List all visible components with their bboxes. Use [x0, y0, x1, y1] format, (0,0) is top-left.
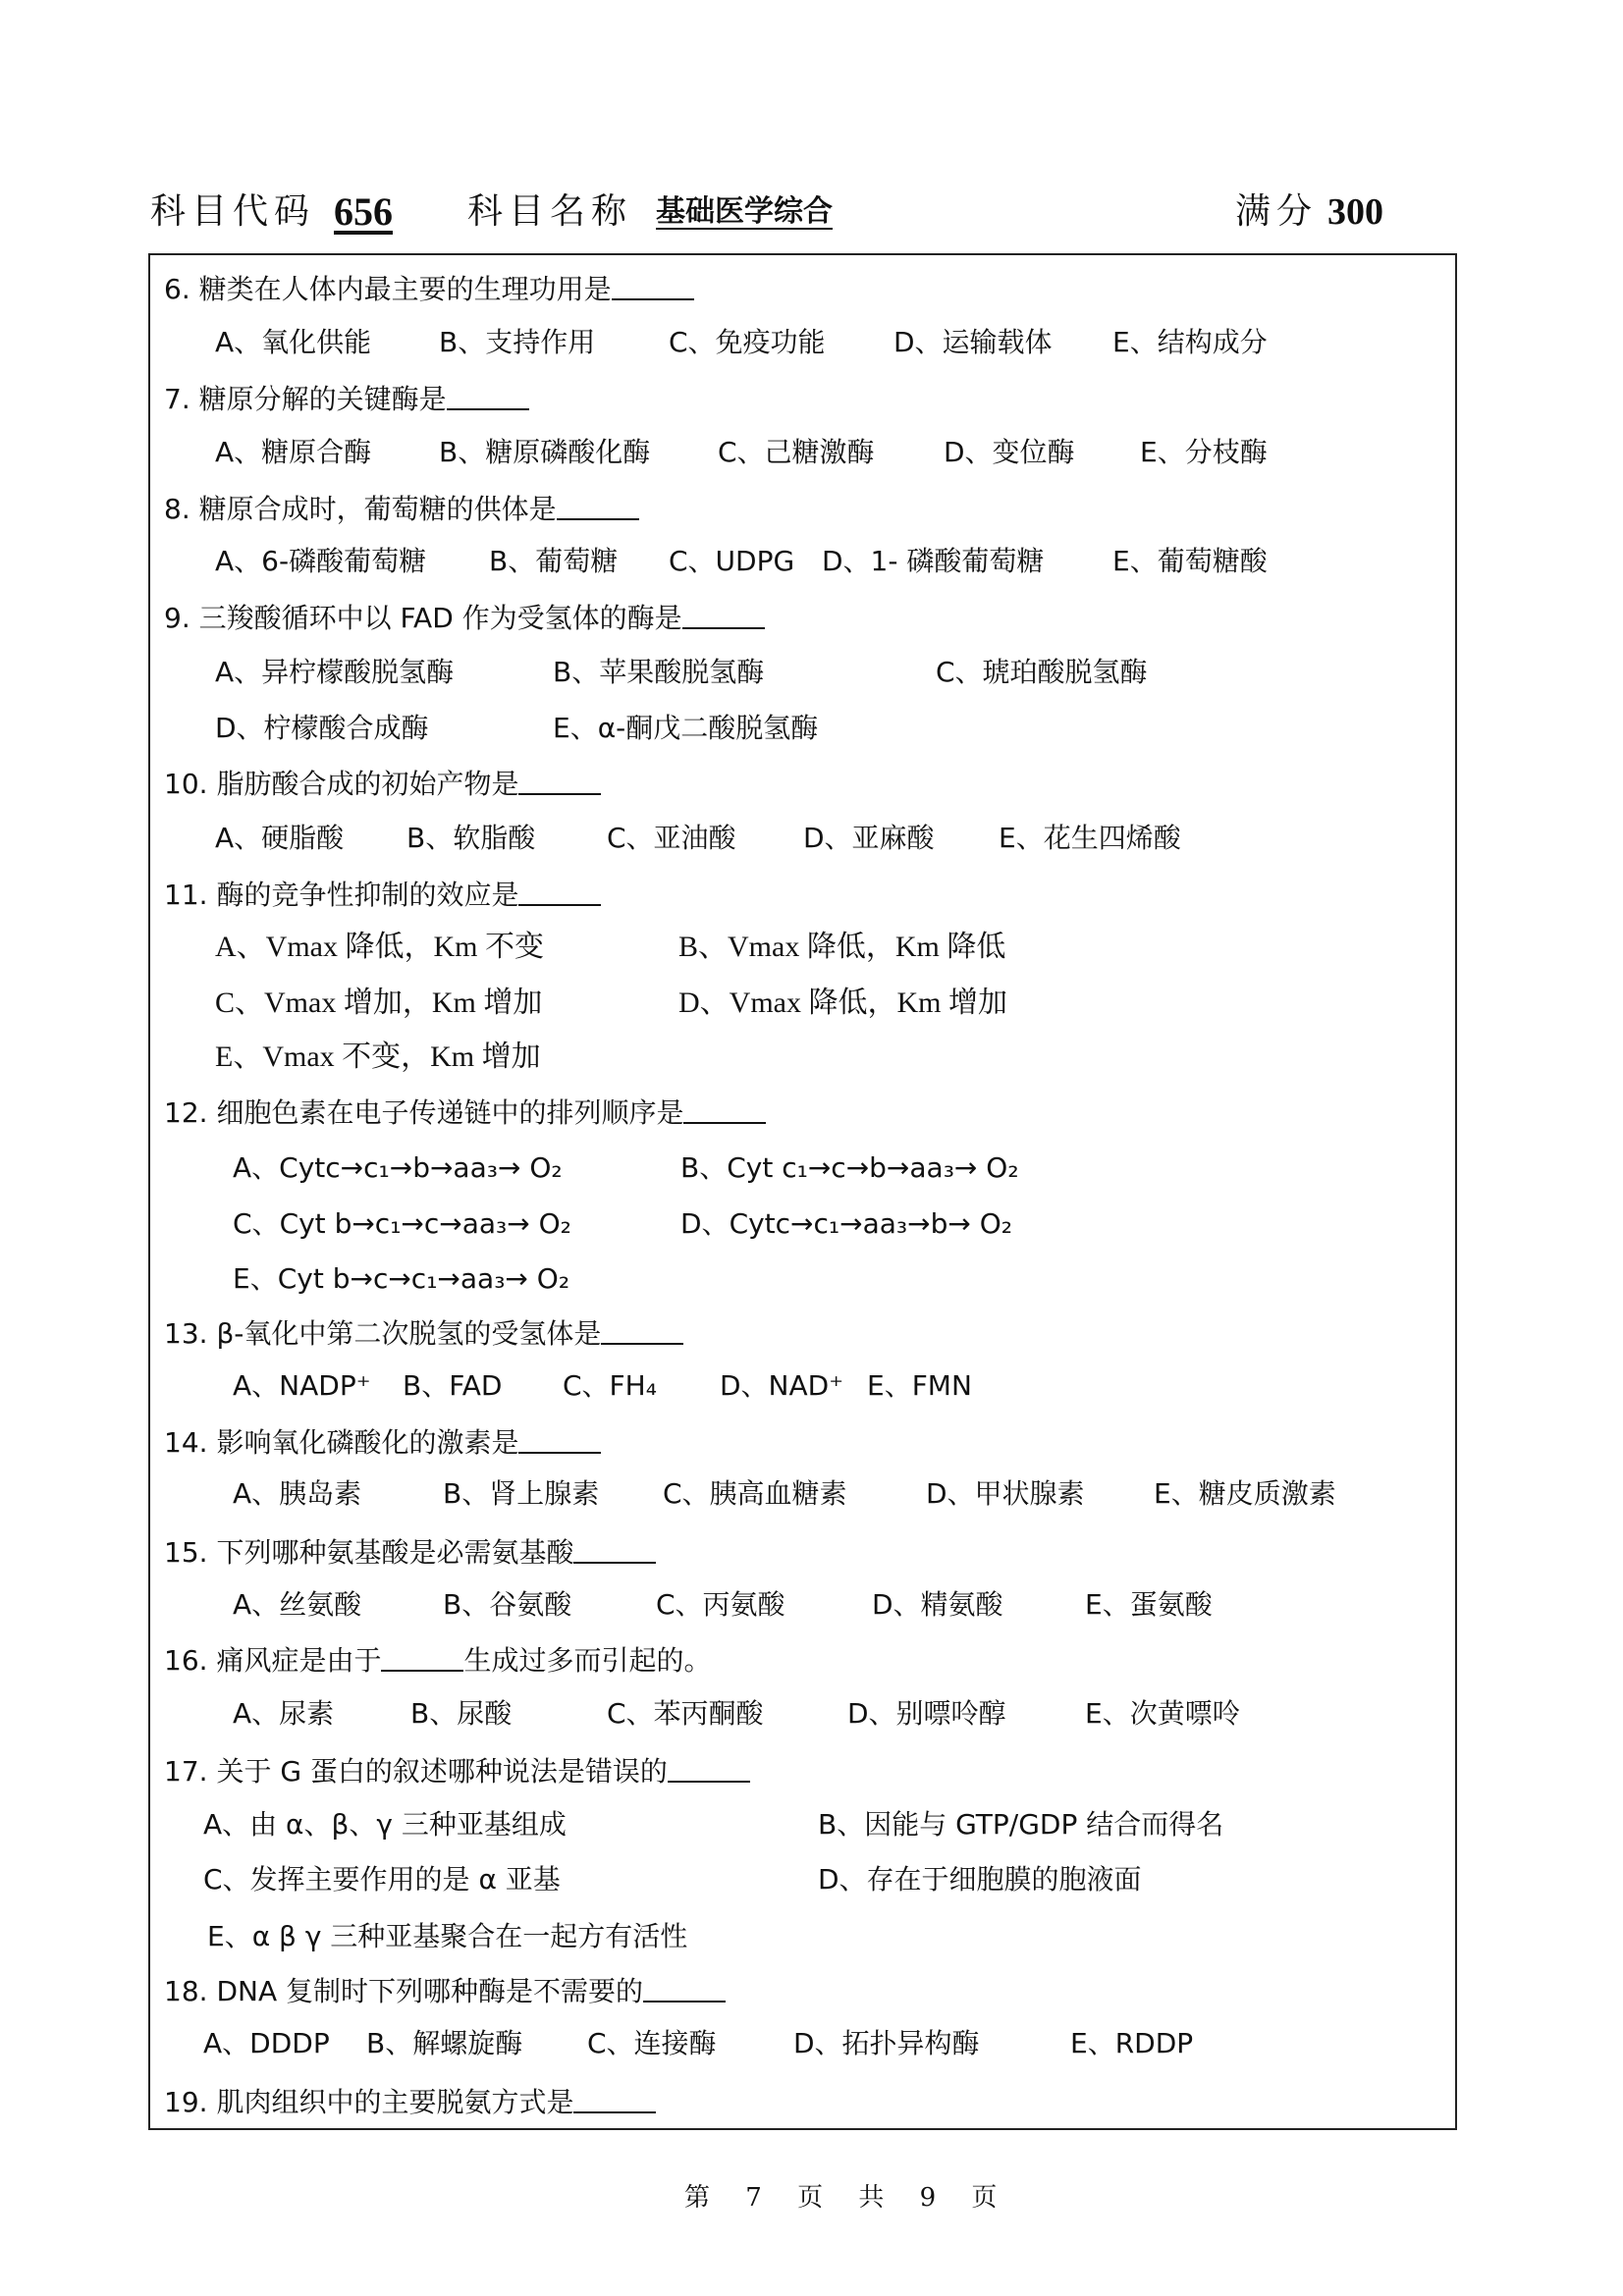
- subject-code-label: 科目代码: [150, 191, 316, 232]
- answer-blank: [668, 1751, 750, 1783]
- option-c: C、免疫功能: [669, 326, 826, 358]
- option-a: A、异柠檬酸脱氢酶: [215, 656, 455, 688]
- question-stem: 关于 G 蛋白的叙述哪种说法是错误的: [216, 1755, 668, 1788]
- full-score-label: 满分: [1235, 191, 1319, 232]
- option-c: C、亚油酸: [607, 822, 736, 854]
- option-b: B、支持作用: [439, 326, 596, 358]
- option-d: D、亚麻酸: [803, 822, 935, 854]
- question-16: [150, 1639, 711, 1682]
- question-17-options-row3: [150, 1915, 1455, 1958]
- option-c: C、连接酶: [587, 2027, 717, 2059]
- option-e: E、RDDP: [1070, 2027, 1194, 2059]
- option-e: E、葡萄糖酸: [1112, 545, 1268, 577]
- option-a: A、Cytc→c₁→b→aa₃→ O₂: [233, 1151, 563, 1184]
- option-e: E、糖皮质激素: [1154, 1477, 1336, 1510]
- option-a: A、Vmax 降低，Km 不变: [215, 931, 544, 963]
- option-c: C、苯丙酮酸: [607, 1697, 764, 1730]
- question-stem: β-氧化中第二次脱氢的受氢体是: [216, 1317, 602, 1350]
- question-8: [150, 488, 639, 531]
- question-12-options-row1: [150, 1147, 1455, 1190]
- option-a: A、硬脂酸: [215, 822, 345, 854]
- question-stem-suffix: 生成过多而引起的。: [463, 1644, 712, 1677]
- answer-blank: [573, 1532, 656, 1564]
- option-b: B、软脂酸: [406, 822, 536, 854]
- question-8-options: [150, 540, 1455, 583]
- question-number: 15.: [164, 1536, 208, 1569]
- exam-header: [0, 185, 1623, 243]
- question-6: [150, 268, 694, 311]
- option-a: A、糖原合酶: [215, 436, 372, 468]
- question-19: [150, 2081, 656, 2124]
- question-14-options: [150, 1472, 1455, 1516]
- question-number: 13.: [164, 1317, 208, 1350]
- option-e: E、FMN: [867, 1369, 972, 1402]
- question-stem: 三羧酸循环中以 FAD 作为受氢体的酶是: [198, 602, 682, 634]
- question-9: [150, 597, 765, 640]
- question-number: 7.: [164, 383, 190, 415]
- answer-blank: [612, 269, 694, 300]
- option-d: D、拓扑异构酶: [793, 2027, 980, 2059]
- question-17: [150, 1750, 750, 1793]
- answer-blank: [682, 598, 765, 629]
- option-d: D、运输载体: [893, 326, 1053, 358]
- question-number: 16.: [164, 1644, 208, 1677]
- option-d: D、柠檬酸合成酶: [215, 712, 429, 744]
- question-number: 14.: [164, 1426, 208, 1459]
- question-stem: 糖类在人体内最主要的生理功用是: [198, 273, 612, 305]
- answer-blank: [601, 1313, 683, 1345]
- option-c: C、丙氨酸: [656, 1588, 785, 1621]
- question-number: 17.: [164, 1755, 208, 1788]
- page-number: 第 7 页 共 9 页: [684, 2183, 1011, 2213]
- option-c: C、FH₄: [563, 1369, 657, 1402]
- question-11-options-row2: [150, 982, 1455, 1025]
- option-c: C、Cyt b→c₁→c→aa₃→ O₂: [233, 1207, 571, 1240]
- option-d: D、精氨酸: [872, 1588, 1003, 1621]
- option-b: B、谷氨酸: [443, 1588, 572, 1621]
- question-number: 9.: [164, 602, 190, 634]
- option-a: A、胰岛素: [233, 1477, 362, 1510]
- option-c: C、己糖激酶: [718, 436, 875, 468]
- answer-blank: [518, 1422, 601, 1454]
- question-stem: 酶的竞争性抑制的效应是: [216, 879, 519, 911]
- option-d: D、甲状腺素: [926, 1477, 1085, 1510]
- subject-code-value: 656: [334, 189, 393, 234]
- question-13: [150, 1312, 683, 1356]
- option-b: B、苹果酸脱氢酶: [553, 656, 765, 688]
- full-score-value: 300: [1327, 191, 1383, 233]
- option-b: B、Cyt c₁→c→b→aa₃→ O₂: [680, 1151, 1019, 1184]
- option-d: D、1- 磷酸葡萄糖: [822, 545, 1045, 577]
- answer-blank: [557, 489, 639, 520]
- option-a: A、6-磷酸葡萄糖: [215, 545, 427, 577]
- question-7-options: [150, 431, 1455, 474]
- option-a: A、尿素: [233, 1697, 335, 1730]
- option-c: C、琥珀酸脱氢酶: [936, 656, 1148, 688]
- question-18-options: [150, 2022, 1455, 2065]
- option-b: B、Vmax 降低，Km 降低: [678, 931, 1006, 963]
- question-stem: 糖原合成时，葡萄糖的供体是: [198, 493, 557, 525]
- option-c: C、胰高血糖素: [663, 1477, 847, 1510]
- question-9-options-row2: [150, 707, 1455, 750]
- question-stem: 下列哪种氨基酸是必需氨基酸: [216, 1536, 574, 1569]
- question-7: [150, 378, 529, 421]
- question-15-options: [150, 1583, 1455, 1627]
- question-stem: 细胞色素在电子传递链中的排列顺序是: [216, 1096, 684, 1129]
- answer-blank: [518, 875, 601, 906]
- option-e: E、分枝酶: [1140, 436, 1268, 468]
- question-stem: 肌肉组织中的主要脱氨方式是: [216, 2086, 574, 2118]
- option-a: A、DDDP: [203, 2027, 330, 2059]
- option-e: E、Cyt b→c→c₁→aa₃→ O₂: [233, 1262, 570, 1295]
- question-stem: DNA 复制时下列哪种酶是不需要的: [216, 1975, 643, 2007]
- answer-blank: [573, 2082, 656, 2113]
- option-a: A、NADP⁺: [233, 1369, 371, 1402]
- subject-name-value: 基础医学综合: [656, 194, 833, 229]
- question-number: 8.: [164, 493, 190, 525]
- option-c: C、Vmax 增加，Km 增加: [215, 987, 543, 1019]
- answer-blank: [683, 1093, 766, 1124]
- question-number: 18.: [164, 1975, 208, 2007]
- option-b: B、糖原磷酸化酶: [439, 436, 651, 468]
- question-11: [150, 874, 601, 917]
- question-number: 11.: [164, 879, 208, 911]
- question-box: [148, 253, 1457, 2130]
- option-e: E、α β γ 三种亚基聚合在一起方有活性: [207, 1920, 688, 1952]
- option-e: E、结构成分: [1112, 326, 1268, 358]
- option-e: E、次黄嘌呤: [1085, 1697, 1240, 1730]
- option-d: D、Vmax 降低，Km 增加: [678, 987, 1007, 1019]
- question-12-options-row2: [150, 1202, 1455, 1246]
- question-stem: 影响氧化磷酸化的激素是: [216, 1426, 519, 1459]
- question-number: 12.: [164, 1096, 208, 1129]
- option-a: A、氧化供能: [215, 326, 372, 358]
- question-10-options: [150, 817, 1455, 860]
- question-11-options-row1: [150, 926, 1455, 969]
- question-number: 6.: [164, 273, 190, 305]
- question-14: [150, 1421, 601, 1465]
- question-stem: 痛风症是由于: [216, 1644, 382, 1677]
- answer-blank: [381, 1640, 463, 1672]
- question-number: 19.: [164, 2086, 208, 2118]
- option-c: C、UDPG: [669, 545, 795, 577]
- question-number: 10.: [164, 768, 208, 800]
- question-10: [150, 763, 601, 806]
- question-12: [150, 1092, 766, 1135]
- option-e: E、蛋氨酸: [1085, 1588, 1213, 1621]
- question-17-options-row2: [150, 1858, 1455, 1901]
- option-b: B、肾上腺素: [443, 1477, 600, 1510]
- question-stem: 糖原分解的关键酶是: [198, 383, 447, 415]
- question-15: [150, 1531, 656, 1575]
- option-d: D、NAD⁺: [720, 1369, 844, 1402]
- answer-blank: [518, 764, 601, 795]
- option-d: D、存在于细胞膜的胞液面: [818, 1863, 1142, 1896]
- question-11-options-row3: [150, 1036, 1455, 1079]
- question-17-options-row1: [150, 1803, 1455, 1846]
- option-d: D、变位酶: [944, 436, 1075, 468]
- option-e: E、α-酮戊二酸脱氢酶: [553, 712, 819, 744]
- subject-name-label: 科目名称: [467, 191, 633, 232]
- option-b: B、解螺旋酶: [366, 2027, 523, 2059]
- question-18: [150, 1970, 726, 2013]
- option-a: A、由 α、β、γ 三种亚基组成: [203, 1808, 567, 1841]
- option-d: D、别嘌呤醇: [847, 1697, 1006, 1730]
- option-b: B、因能与 GTP/GDP 结合而得名: [818, 1808, 1224, 1841]
- answer-blank: [447, 379, 529, 410]
- option-d: D、Cytc→c₁→aa₃→b→ O₂: [680, 1207, 1012, 1240]
- option-c: C、发挥主要作用的是 α 亚基: [203, 1863, 561, 1896]
- question-13-options: [150, 1364, 1455, 1408]
- question-6-options: [150, 321, 1455, 364]
- answer-blank: [643, 1971, 726, 2002]
- option-b: B、葡萄糖: [489, 545, 619, 577]
- question-12-options-row3: [150, 1257, 1455, 1301]
- question-stem: 脂肪酸合成的初始产物是: [216, 768, 519, 800]
- option-e: E、Vmax 不变，Km 增加: [215, 1041, 541, 1073]
- option-e: E、花生四烯酸: [999, 822, 1181, 854]
- question-16-options: [150, 1692, 1455, 1735]
- question-9-options-row1: [150, 651, 1455, 694]
- option-a: A、丝氨酸: [233, 1588, 362, 1621]
- option-b: B、FAD: [403, 1369, 503, 1402]
- option-b: B、尿酸: [410, 1697, 513, 1730]
